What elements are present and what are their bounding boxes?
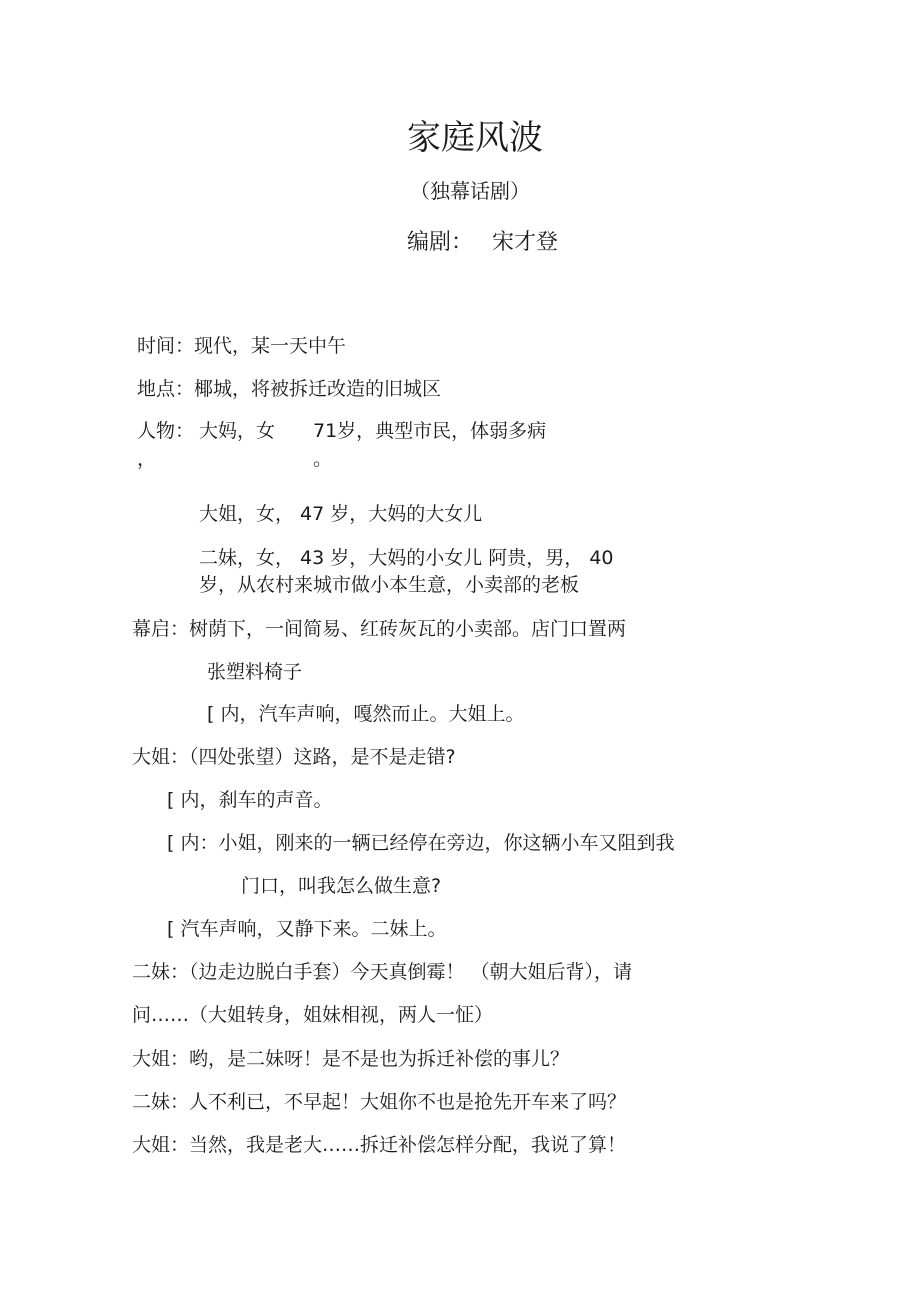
curtain-rises: 幕启：树荫下，一间简易、红砖灰瓦的小卖部。店门口置两 [132, 618, 627, 640]
characters-label: 人物： [137, 420, 195, 442]
dialogue-line: 二妹：人不利已，不早起！大姐你不也是抢先开车来了吗？ [132, 1091, 627, 1113]
character-younger-sister: 二妹，女， 43 岁，大妈的小女儿 阿贵，男， 40 [199, 547, 614, 569]
stage-direction: [ 汽车声响，又静下来。二妹上。 [167, 918, 447, 940]
setting-place: 地点：椰城，将被拆迁改造的旧城区 [137, 378, 442, 400]
character-mother-name: 大妈，女 [199, 420, 276, 442]
character-mother-desc: 71岁，典型市民，体弱多病 [313, 420, 547, 442]
curtain-rises-cont: 张塑料椅子 [207, 661, 303, 683]
dialogue-line-cont: 问……（大姐转身，姐妹相视，两人一怔） [132, 1004, 494, 1026]
author-name: 宋才登 [492, 230, 559, 255]
dialogue-line: 大姐：哟，是二妹呀！是不是也为拆迁补偿的事儿？ [132, 1048, 570, 1070]
play-subtitle: （独幕话剧） [410, 179, 530, 203]
dialogue-line: 二妹：（边走边脱白手套）今天真倒霉！ （朝大姐后背），请 [132, 961, 633, 983]
stage-direction: [ 内：小姐，刚来的一辆已经停在旁边，你这辆小车又阻到我 [167, 832, 675, 854]
stray-period: 。 [313, 448, 333, 470]
dialogue-line: 大姐：（四处张望）这路，是不是走错? [132, 746, 456, 768]
character-elder-sister: 大姐，女， 47 岁，大妈的大女儿 [199, 503, 483, 525]
character-agui: 岁，从农村来城市做小本生意，小卖部的老板 [199, 574, 580, 596]
stage-direction-cont: 门口，叫我怎么做生意? [241, 875, 442, 897]
stage-direction: [ 内，汽车声响，嘎然而止。大姐上。 [207, 703, 525, 725]
stray-comma: ， [137, 448, 157, 470]
stage-direction: [ 内，刹车的声音。 [167, 789, 333, 811]
play-title: 家庭风波 [407, 118, 543, 158]
author-label: 编剧： [407, 230, 474, 255]
setting-time: 时间：现代，某一天中午 [137, 335, 347, 357]
dialogue-line: 大姐：当然，我是老大……拆迁补偿怎样分配，我说了算！ [132, 1134, 627, 1156]
